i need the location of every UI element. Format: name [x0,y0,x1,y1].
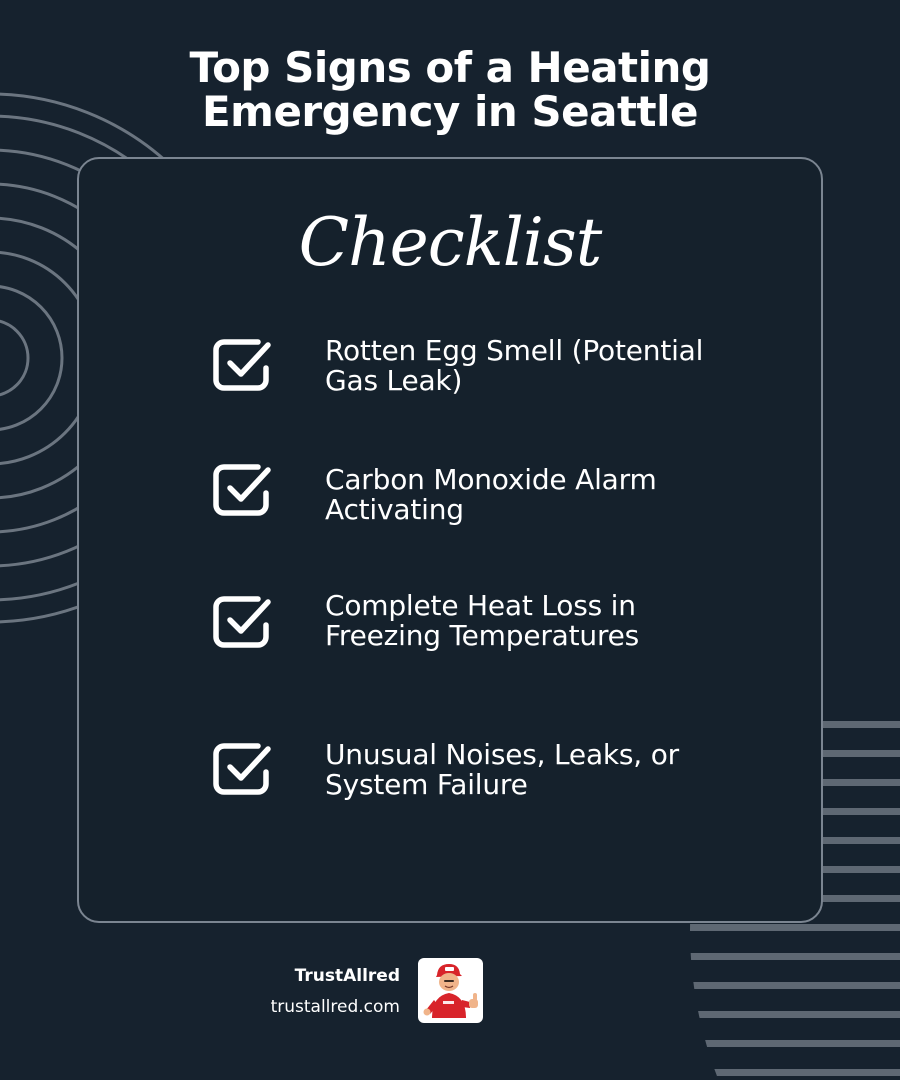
checklist-item [212,459,772,529]
title-line-1: Top Signs of a Heating [189,43,711,92]
checkbox-checked-icon [212,459,274,521]
page-title [0,43,900,136]
checklist-item-line-2: Freezing Temperatures [325,619,640,652]
brand-logo [418,958,483,1023]
title-line-2: Emergency in Seattle [201,87,699,136]
checklist-item-line-1: Unusual Noises, Leaks, or [325,738,679,771]
checklist-item-line-2: Activating [325,493,464,526]
checkbox-checked-icon [212,738,274,800]
brand-name: TrustAllred [294,966,400,986]
mascot-thumbs-up-logo [418,958,483,1023]
checklist-item-line-1: Carbon Monoxide Alarm [325,463,657,496]
checklist-item [212,591,772,661]
checklist-item-line-1: Rotten Egg Smell (Potential [325,334,704,367]
checklist-item-text [325,740,765,800]
checklist-item-line-2: Gas Leak) [325,364,463,397]
checklist-item [212,334,772,404]
checklist-item-text [325,591,765,651]
checkbox-checked-icon [212,334,274,396]
checkbox-checked-icon [212,591,274,653]
checklist-item-line-2: System Failure [325,768,528,801]
checklist-heading: Checklist [298,204,602,281]
checklist-item-line-1: Complete Heat Loss in [325,589,636,622]
checklist-item-text [325,465,765,525]
brand-url[interactable]: trustallred.com [270,997,400,1017]
checklist-item-text [325,336,765,396]
checklist-item [212,738,772,808]
